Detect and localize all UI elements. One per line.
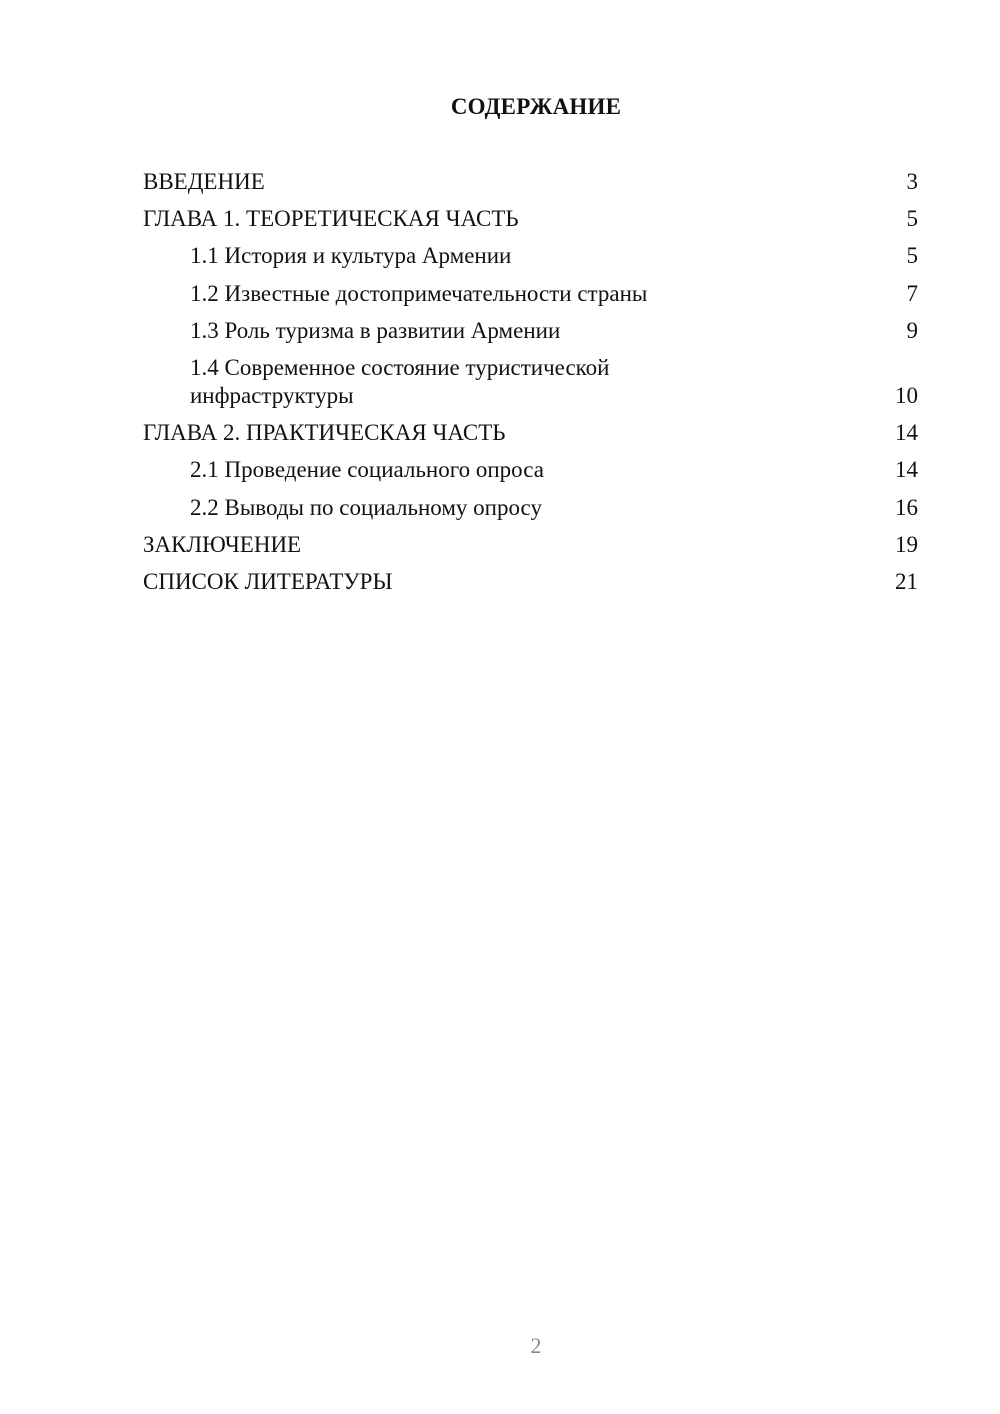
toc-entry[interactable]: [143, 531, 918, 559]
toc-entry-page: 14: [895, 420, 918, 446]
toc-entry-page: 21: [895, 568, 918, 594]
toc-entry-title: 2.2 Выводы по социальному опросу: [190, 494, 542, 520]
toc-entry-page: 10: [895, 382, 918, 408]
toc-entry-title: 2.1 Проведение социального опроса: [190, 457, 544, 483]
toc-entry[interactable]: [143, 205, 918, 233]
toc-entry[interactable]: [143, 242, 918, 270]
toc-entry-page: 9: [906, 317, 918, 343]
toc-entry[interactable]: [143, 168, 918, 196]
toc-entry-title: ЗАКЛЮЧЕНИЕ: [143, 531, 302, 557]
toc-entry[interactable]: [143, 494, 918, 522]
toc-entry-title: 1.2 Известные достопримечательности страны: [190, 280, 648, 306]
toc-entry-title: ГЛАВА 2. ПРАКТИЧЕСКАЯ ЧАСТЬ: [143, 420, 506, 446]
toc-entry-title: СПИСОК ЛИТЕРАТУРЫ: [143, 568, 393, 594]
toc-entry-title: 1.1 История и культура Армении: [190, 243, 512, 269]
toc-entry-page: 16: [895, 494, 918, 520]
table-of-contents: [143, 168, 918, 605]
toc-entry[interactable]: [143, 568, 918, 596]
toc-entry-page: 5: [906, 206, 918, 232]
toc-entry-title: 1.4 Современное состояние туристической инфраструктуры: [190, 354, 610, 408]
toc-entry[interactable]: [143, 354, 918, 410]
toc-entry-title: ВВЕДЕНИЕ: [143, 169, 265, 194]
toc-entry-page: 7: [906, 280, 918, 306]
toc-entry[interactable]: [143, 419, 918, 447]
page-number: 2: [530, 1333, 542, 1358]
toc-entry-page: 14: [895, 457, 918, 483]
toc-entry-page: 5: [906, 243, 918, 269]
toc-entry-title: 1.3 Роль туризма в развитии Армении: [190, 317, 561, 343]
toc-entry-page: 3: [906, 169, 918, 194]
toc-title: СОДЕРЖАНИЕ: [450, 94, 622, 119]
toc-entry[interactable]: [143, 456, 918, 484]
toc-entry[interactable]: [143, 280, 918, 308]
toc-entry-title: ГЛАВА 1. ТЕОРЕТИЧЕСКАЯ ЧАСТЬ: [143, 206, 519, 232]
toc-entry-page: 19: [895, 531, 918, 557]
toc-entry[interactable]: [143, 317, 918, 345]
